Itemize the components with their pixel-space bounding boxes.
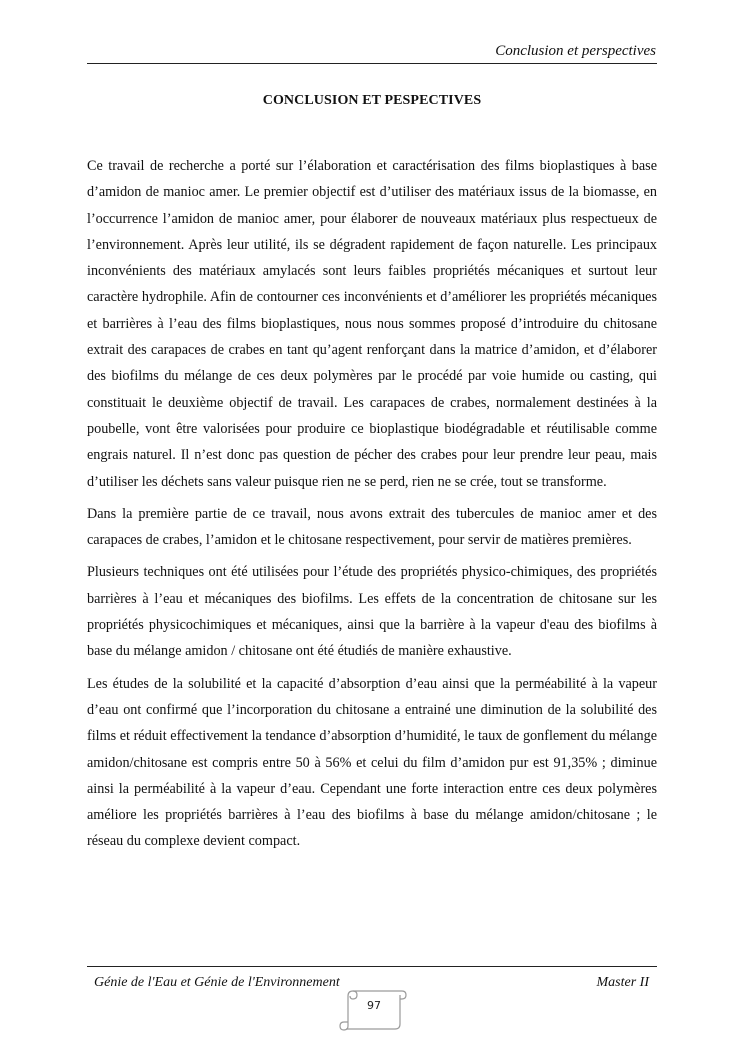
header-divider — [87, 63, 657, 64]
footer-department: Génie de l'Eau et Génie de l'Environnement — [94, 975, 340, 990]
footer-degree: Master II — [596, 975, 649, 990]
footer-divider — [87, 966, 657, 967]
paragraph: Les études de la solubilité et la capacité d’absorption d’eau ainsi que la perméabilité à la vapeur d’eau ont confirmé que l’incorporation du chitosane a entrainé une diminution de la solubilité des films et réduit effectivement la tendance d’absorption d’humidité, le taux de gonflement du mélange amidon/chitosane est compris entre 50 à 56% et celui du film d’amidon pur est 91,35% ; diminue ainsi la perméabilité à la vapeur d’eau. Cependant une forte interaction entre ces deux polymères améliore les propriétés barrières à l’eau des biofilms à base du mélange amidon/chitosane ; le réseau du complexe devient compact. — [87, 675, 657, 850]
page-number: 97 — [367, 999, 381, 1012]
running-header: Conclusion et perspectives — [495, 43, 656, 59]
paragraph: Dans la première partie de ce travail, nous avons extrait des tubercules de manioc amer et des carapaces de crabes, l’amidon et le chitosane respectivement, pour servir de matières premières. — [87, 505, 657, 549]
paragraph: Plusieurs techniques ont été utilisées pour l’étude des propriétés physico-chimiques, des propriétés barrières à l’eau et mécaniques des biofilms. Les effets de la concentration de chitosane sur les propriétés physicochimiques et mécaniques, ainsi que la barrière à la vapeur d'eau des biofilms à base du mélange amidon / chitosane ont été étudiés de manière exhaustive. — [87, 564, 657, 660]
body-text — [87, 153, 657, 861]
paragraph: Ce travail de recherche a porté sur l’élaboration et caractérisation des films bioplastiques à base d’amidon de manioc amer. Le premier objectif est d’utiliser des matériaux issus de la biomasse, en l’occurrence l’amidon de manioc amer, pour élaborer de nouveaux matériaux plus respectueux de l’environnement. Après leur utilité, ils se dégradent rapidement de façon naturelle. Les principaux inconvénients des matériaux amylacés sont leurs faibles propriétés mécaniques et surtout leur caractère hydrophile. Afin de contourner ces inconvénients et d’améliorer les propriétés mécaniques et barrières à l’eau des films bioplastiques, nous nous sommes proposé d’introduire du chitosane extrait des carapaces de crabes en tant qu’agent renforçant dans la matrice d’amidon, et d’élaborer des biofilms du mélange de ces deux polymères par le procédé par voie humide ou casting, qui constituait le deuxième objectif de travail. Les carapaces de crabes, normalement destinées à la poubelle, vont être valorisées pour produire ce bioplastique biodégradable et réutilisable comme engrais naturel. Il n’est donc pas question de pécher des crabes pour leur prendre leur peau, mais d’utiliser les déchets sans valeur puisque rien ne se perd, rien ne se crée, tout se transforme. — [87, 158, 657, 490]
page-title: CONCLUSION ET PESPECTIVES — [262, 93, 482, 108]
